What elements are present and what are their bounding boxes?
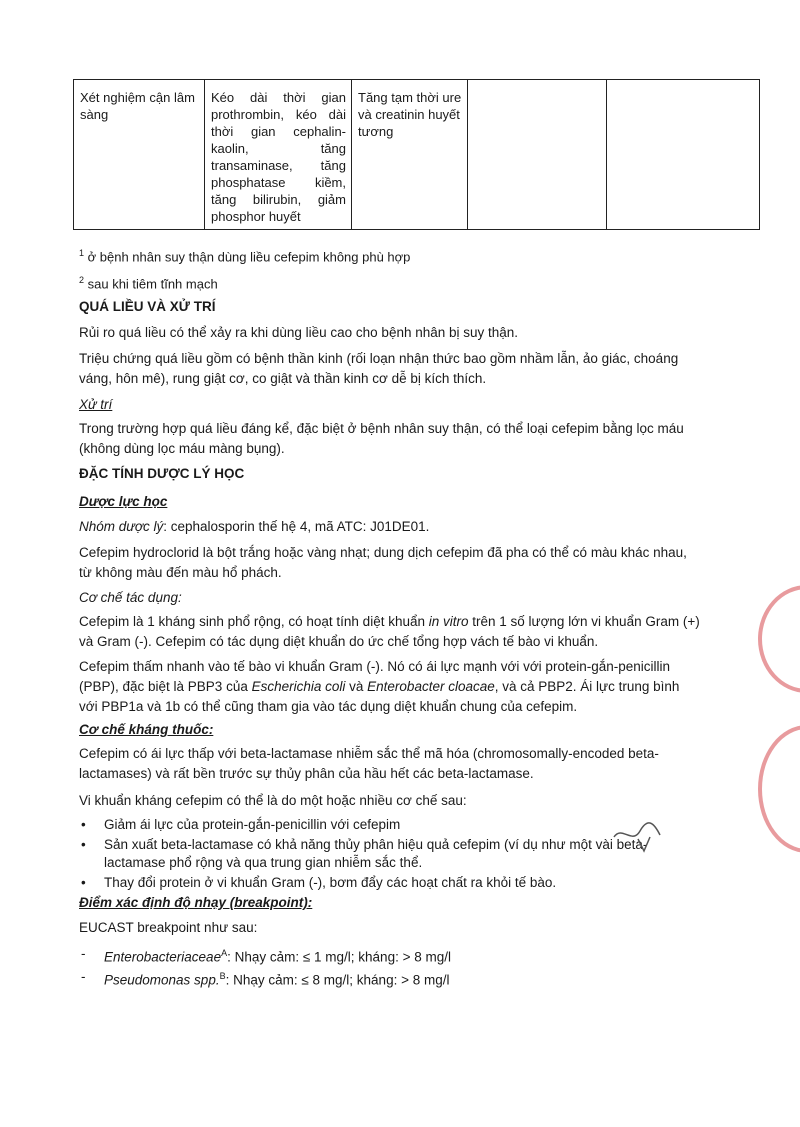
text-span: và bbox=[345, 679, 368, 694]
resistance-intro: Vi khuẩn kháng cefepim có thể là do một hoặc nhiều cơ chế sau: bbox=[79, 793, 467, 808]
list-item bbox=[79, 944, 701, 967]
table-cell: Kéo dài thời gian prothrombin, kéo dài thời gian cephalin-kaolin, tăng transaminase, tăng phosphatase kiềm, tăng bilirubin, giảm phosphor huyết bbox=[205, 80, 352, 230]
breakpoint-text: : Nhạy cảm: ≤ 1 mg/l; kháng: > 8 mg/l bbox=[227, 949, 451, 965]
mechanism-label bbox=[79, 588, 701, 608]
footnote-text: sau khi tiêm tĩnh mạch bbox=[84, 276, 218, 292]
resistance-label: Cơ chế kháng thuốc: bbox=[79, 722, 214, 737]
pharmacodynamics-label: Dược lực học bbox=[79, 494, 168, 509]
table-row bbox=[74, 80, 760, 230]
text-span: Enterobacter cloacae bbox=[367, 679, 495, 694]
table-cell bbox=[468, 80, 607, 230]
text-span: in vitro bbox=[428, 614, 469, 629]
table-cell: Tăng tạm thời ure và creatinin huyết tương bbox=[352, 80, 468, 230]
drug-group-line bbox=[79, 517, 701, 537]
red-stamp-lower bbox=[758, 725, 800, 853]
pharmacology-heading: ĐẶC TÍNH DƯỢC LÝ HỌC bbox=[79, 466, 245, 481]
resistance-subheading bbox=[79, 720, 701, 740]
list-item: • Thay đổi protein ở vi khuẩn Gram (-), bơm đẩy các hoạt chất ra khỏi tế bào. bbox=[79, 874, 701, 892]
eucast-intro: EUCAST breakpoint như sau: bbox=[79, 920, 258, 935]
text-span: , và cả PBP2. Ái lực trung bình với PBP1a và 1b có thể cũng tham gia vào tác dụng diệt khuẩn chung của cefepim. bbox=[79, 679, 680, 714]
organism-name: Pseudomonas spp. bbox=[104, 972, 220, 987]
overdose-paragraph-1: Rủi ro quá liều có thể xảy ra khi dùng liều cao cho bệnh nhân bị suy thận. bbox=[79, 325, 519, 340]
handwritten-mark bbox=[610, 815, 665, 855]
footnote-2 bbox=[79, 270, 701, 294]
mechanism-label-text: Cơ chế tác dụng: bbox=[79, 590, 182, 605]
footnote-text: ở bệnh nhân suy thận dùng liều cefepim không phù hợp bbox=[84, 249, 411, 265]
drug-group-text: : cephalosporin thế hệ 4, mã ATC: J01DE01. bbox=[163, 519, 430, 534]
footnote-mark: 2 bbox=[79, 275, 85, 285]
description-paragraph: Cefepim hydroclorid là bột trắng hoặc vàng nhạt; dung dịch cefepim đã pha có thể có màu khác nhau, từ không màu đến màu hổ phách. bbox=[79, 545, 687, 580]
treatment-label: Xử trí bbox=[79, 397, 113, 412]
pharmacodynamics-subheading bbox=[79, 492, 701, 512]
treatment-subheading bbox=[79, 395, 701, 415]
text-span: trên 1 số lượng lớn vi khuẩn Gram (+) và Gram (-). Cefepim có tác dụng diệt khuẩn do ức chế tổng hợp vách tế bào vi khuẩn. bbox=[79, 614, 700, 649]
text-span: Cefepim là 1 kháng sinh phổ rộng, có hoạt tính diệt khuẩn bbox=[79, 614, 429, 629]
list-item: • Giảm ái lực của protein-gắn-penicillin với cefepim bbox=[79, 816, 701, 834]
table-cell: Xét nghiệm cận lâm sàng bbox=[74, 80, 205, 230]
text-span: Cefepim thấm nhanh vào tế bào vi khuẩn Gram (-). Nó có ái lực mạnh với với protein-gắn-penicillin (PBP), đặc biệt là PBP3 của bbox=[79, 659, 671, 694]
drug-group-label: Nhóm dược lý bbox=[79, 519, 164, 534]
overdose-paragraph-2: Triệu chứng quá liều gồm có bệnh thần kinh (rối loạn nhận thức bao gồm nhầm lẫn, ảo giác, choáng váng, hôn mê), rung giật cơ, co giật và thần kinh cơ dễ bị kích thích. bbox=[79, 351, 679, 386]
footnote-1 bbox=[79, 243, 701, 267]
footnote-mark: B bbox=[219, 970, 226, 981]
footnote-mark: 1 bbox=[79, 248, 85, 258]
breakpoint-subheading bbox=[79, 893, 701, 913]
red-stamp-upper bbox=[758, 585, 800, 693]
adverse-effects-table bbox=[73, 79, 760, 230]
breakpoint-list bbox=[79, 944, 701, 989]
mechanism-paragraph-2 bbox=[79, 657, 701, 717]
table-cell bbox=[607, 80, 760, 230]
breakpoint-label: Điểm xác định độ nhạy (breakpoint): bbox=[79, 895, 313, 910]
overdose-heading: QUÁ LIỀU VÀ XỬ TRÍ bbox=[79, 299, 216, 314]
list-item: • Sản xuất beta-lactamase có khả năng thủy phân hiệu quả cefepim (ví dụ như một vài beta-lactamase phổ rộng và qua trung gian nhiễm sắc thể. bbox=[79, 836, 701, 872]
mechanism-paragraph-1 bbox=[79, 612, 701, 652]
list-item bbox=[79, 967, 701, 990]
breakpoint-text: : Nhạy cảm: ≤ 8 mg/l; kháng: > 8 mg/l bbox=[225, 972, 450, 987]
text-span: Escherichia coli bbox=[251, 679, 346, 694]
resistance-paragraph: Cefepim có ái lực thấp với beta-lactamase nhiễm sắc thể mã hóa (chromosomally-encoded beta-lactamases) và rất bền trước sự thủy phân của hầu hết các beta-lactamase. bbox=[79, 746, 659, 781]
treatment-paragraph: Trong trường hợp quá liều đáng kể, đặc biệt ở bệnh nhân suy thận, có thể loại cefepim bằng lọc máu (không dùng lọc máu màng bụng). bbox=[79, 421, 684, 456]
resistance-list bbox=[79, 816, 701, 894]
footnote-mark: A bbox=[221, 948, 228, 958]
organism-name: Enterobacteriaceae bbox=[104, 949, 222, 965]
